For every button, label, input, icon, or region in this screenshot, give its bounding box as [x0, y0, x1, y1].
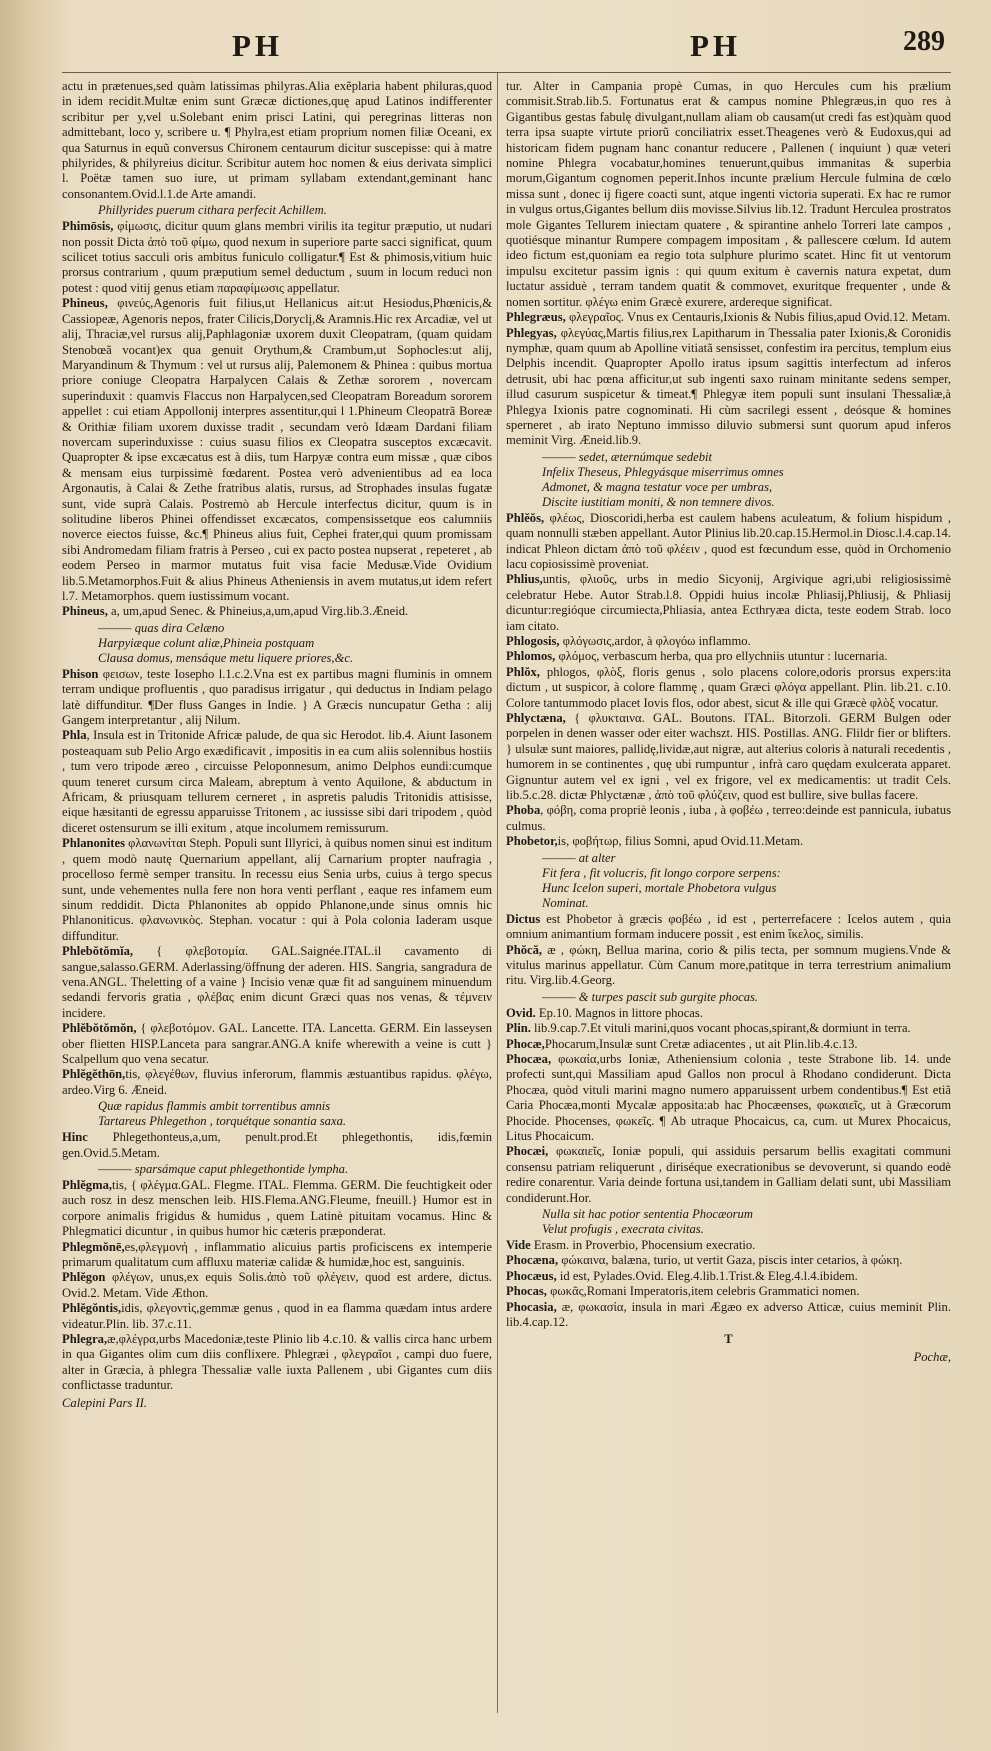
page-number: 289	[903, 26, 945, 57]
dictionary-entry	[62, 667, 492, 729]
verse-line: ——— sedet, æternúmque sedebit	[542, 449, 712, 464]
dictionary-entry	[506, 511, 951, 573]
entry-headword: Phocæa,	[506, 1051, 552, 1066]
entry-headword: Phlegyas,	[506, 325, 557, 340]
entry-text: φλέως, Dioscoridi,herba est caulem habens aculeatum, & folium hispidum , quam nonnulli stæben appellant. Autor Plinius lib.20.cap.15.Hermol.in Diosc.l.4.cap.14. indicat Phleon dictam ἀπὸ τοῦ φλέειν , quod est fœcundum esse, quòd in Orchomenio lacu copiosissimè proveniat.	[506, 510, 951, 571]
verse-quotation	[542, 851, 951, 911]
verse-quotation	[542, 990, 951, 1005]
verse-line: ——— at alter	[542, 850, 616, 865]
entry-text: φώκαινα, balæna, turio, ut vertit Gaza, piscis inter cetarios, à φώκη.	[558, 1253, 903, 1268]
entry-headword: Phobetor,	[506, 834, 558, 849]
entry-headword: Phlegmŏnē,	[62, 1239, 125, 1254]
verse-line: Clausa domus, mensáque metu liquere priores,&c.	[98, 650, 354, 665]
verse-quotation	[542, 1207, 951, 1237]
entry-headword: Phla	[62, 728, 87, 743]
text-columns	[62, 73, 951, 1713]
dictionary-entry	[62, 1021, 492, 1067]
entry-text: phlogos, φλὸξ, floris genus , solo placens colore,odoris prorsus expers:ita dictum , ut suspicor, à colore flammę , quam Græci φλόγα appellant. Plin. lib.21. c.10. Colore tantummodo placet Iovis flos, odor abest, sicut & ille qui Græcè φλὸξ vocatur.	[506, 664, 951, 710]
entry-text: id est, Pylades.Ovid. Eleg.4.lib.1.Trist.& Eleg.4.l.4.ibidem.	[556, 1268, 858, 1283]
entry-headword: Phlĕŏs,	[506, 510, 545, 525]
verse-line: Tartareus Phlegethon , torquétque sonantia saxa.	[98, 1114, 347, 1129]
entry-text: lib.9.cap.7.Et vituli marini,quos vocant phocas,spirant,& dormiunt in terra.	[530, 1021, 911, 1036]
entry-text: φεισων, teste Iosepho l.1.c.2.Vna est ex partibus magni fluminis in omnem terram undique profluentis , quo paradisus irrigatur , qui deductus in Indiam pelago latè diffunditur. ¶Der fluss Ganges in Indie. } A Græcis nuncupatur Getha : alij Gangem interpretantur , alij Nilum.	[62, 666, 492, 728]
entry-text: a, um,apud Senec. & Phineius,a,um,apud Virg.lib.3.Æneid.	[107, 604, 409, 619]
left-column	[62, 79, 492, 1711]
entry-headword: Dictus	[506, 911, 541, 926]
entry-headword: Phocas,	[506, 1284, 547, 1299]
entry-headword: Hinc	[62, 1130, 88, 1145]
dictionary-entry	[62, 1332, 492, 1394]
entry-headword: Vide	[506, 1238, 531, 1252]
verse-quotation	[542, 450, 951, 510]
dictionary-entry	[506, 834, 951, 849]
entry-text: { φλεβοτόμον. GAL. Lancette. ITA. Lancetta. GERM. Ein lasseysen ober flietten HISP.Lanceta para sangrar.ANG.A knife wherewith a veine is cutt } Scalpellum quo vena secatur.	[62, 1021, 492, 1066]
right-column	[506, 79, 951, 1711]
entry-text: , φόβη, coma propriè leonis , iuba , à φοβέω , terreo:deinde est pannicula, iubatus culmus.	[506, 803, 951, 833]
verse-line: Admonet, & magna testatur voce per umbras,	[542, 479, 773, 494]
dictionary-entry	[506, 1269, 951, 1284]
entry-headword: Phlebŏtŏmĭa,	[62, 944, 134, 959]
column-divider	[497, 73, 498, 1713]
running-head-left: PH	[232, 28, 284, 63]
entry-text: is, φοβήτωρ, filius Somni, apud Ovid.11.Metam.	[557, 834, 804, 849]
entry-headword: Phŏcă,	[506, 942, 543, 957]
dictionary-entry	[506, 1006, 951, 1021]
dictionary-entry	[506, 1037, 951, 1052]
dictionary-entry	[506, 1284, 951, 1299]
entry-headword: Phineus,	[62, 296, 108, 311]
entry-headword: Phocasia,	[506, 1299, 557, 1314]
dictionary-entry	[506, 326, 951, 449]
dictionary-entry	[62, 1067, 492, 1098]
entry-headword: Plin.	[506, 1021, 531, 1036]
dictionary-entry	[62, 1178, 492, 1240]
verse-line: Fit fera , fit volucris, fit longo corpore serpens:	[542, 865, 781, 880]
verse-line: Harpyiæque colunt aliæ,Phineia postquam	[98, 635, 315, 650]
entry-headword: Phlĕbŏtŏmŏn,	[62, 1021, 137, 1036]
dictionary-entry	[506, 1300, 951, 1331]
dictionary-entry	[62, 1240, 492, 1271]
dictionary-entry	[506, 649, 951, 664]
entry-headword: Phoba	[506, 803, 541, 818]
entry-text: φίμωσις, dicitur quum glans membri virilis ita tegitur præputio, ut nudari non possit Dicta ἀπὸ τοῦ φίμω, quod nexum in superiore parte sacci significat, quum scilicet totius sacculi oris ambitus funiculo colligatur.¶ Est & phimosis,vitium huic prorsus contrarium , quum præputium semel deductum , suum in locum reduci non potest : quod vitij genus etiam παραφίμωσις appellatur.	[62, 219, 492, 295]
entry-text: tis, φλεγέθων, fluvius inferorum, flammis æstuantibus rapidus. φλέγω, ardeo.Virg 6. Æneid.	[62, 1067, 492, 1097]
dictionary-entry	[62, 219, 492, 296]
entry-text: φλόγωσις,ardor, à φλογόω inflammo.	[559, 634, 751, 648]
running-head-right: PH	[690, 28, 742, 63]
entry-text: æ , φώκη, Bellua marina, corio & pilis tecta, per somnum mugiens.Vnde & vitulus marinus appellatur. Cùm Canum more,patitque in terra terrestrium animalium ritu. Virg.lib.4.Georg.	[506, 942, 951, 988]
dictionary-entry	[62, 728, 492, 836]
verse-line: Nulla sit hac potior sententia Phocæorum	[542, 1207, 753, 1221]
verse-line: Nominat.	[542, 895, 589, 910]
verse-line: ——— quas dira Celæno	[98, 620, 225, 635]
entry-headword: Phlanonites	[62, 836, 125, 851]
entry-text: Phocarum,Insulæ sunt Cretæ adiacentes , ut ait Plin.lib.4.c.13.	[544, 1036, 858, 1051]
catchword: Pochæ,	[913, 1349, 951, 1364]
entry-text: φωκαία,urbs Ioniæ, Atheniensium colonia , teste Strabone lib. 14. unde profecti sunt,qui Massiliam apud Gallos non procul à Rhodano condiderunt. Dicta Phocæa, quòd vituli marini magno numero apparuissent urbem condentibus.¶ Est etiã Caria Phocæa,monti Mycalæ apposita:ab hac Phocæenses, φωκαιεῖς, ut à Græcorum Phocide. Phocenses, φωκεῖς. ¶ Ab utraque Phocaicus, ca, cum. ut Murex Phocaicus, Litus Phocaicum.	[506, 1051, 951, 1143]
entry-headword: Phocæna,	[506, 1253, 559, 1268]
entry-text: φωκαιεῖς, Ioniæ populi, qui assiduis persarum bellis exagitati communi consensu patriam reliquerunt , diriséque execrationibus se devoverunt, si quando eodè redire conarentur. Varia deinde fortuna usi,tandem in Galliam delati sunt, ubi Massiliam condiderunt.Hor.	[506, 1144, 951, 1205]
entry-headword: Phlĕgŏntis,	[62, 1301, 122, 1316]
footer-signature: Calepini Pars II.	[62, 1395, 148, 1410]
verse-quotation	[98, 203, 492, 218]
verse-line: Infelix Theseus, Phlegyásque miserrimus omnes	[542, 464, 784, 479]
verse-line: Hunc Icelon superi, mortale Phobetora vulgus	[542, 880, 777, 895]
entry-headword: Phlius,	[506, 572, 543, 587]
entry-text: { φλεβοτομία. GAL.Saignée.ITAL.il cavamento di sangue,salasso.GERM. Aderlassing/öffnung der aderen. HIS. Sangria, sangradura de vena.ANGL. Theletting of a vaine } Incisio venæ quæ fit ad sanguinem minuendum sedandi fervoris gratia , φλέβας enim dicunt Græci quas nos venas, & τέμνειν incidere.	[62, 944, 492, 1020]
dictionary-entry	[62, 604, 492, 619]
entry-text: tis, { φλέγμα.GAL. Flegme. ITAL. Flemma. GERM. Die feuchtigkeit oder auch rosz in desz menschen leib. HIS.Flema.ANG.Fleume, fneuill.} Humor est in corpore animalis frigidus & humidus , quem Latinè pituitam vocamus. Hinc & Phlegmatici dicuntur , in quibus humor hic cæteris præponderat.	[62, 1178, 492, 1239]
entry-headword: Phineus,	[62, 604, 108, 619]
entry-headword: Ovid.	[506, 1005, 536, 1020]
entry-headword: Phocæus,	[506, 1268, 557, 1283]
entry-text: est Phobetor à græcis φοβέω , id est , perterrefacere : Icelos autem , quia omnium animantium formam inducere possit , est enim ἴκελος, similis.	[506, 911, 951, 942]
entry-headword: Phlĕgma,	[62, 1178, 113, 1192]
entry-text: φωκᾶς,Romani Imperatoris,item celebris Grammatici nomen.	[546, 1284, 860, 1299]
dictionary-entry	[506, 1144, 951, 1206]
verse-quotation	[98, 621, 492, 666]
signature-mark: T	[724, 1332, 733, 1347]
entry-headword: Phlegræus,	[506, 310, 566, 325]
entry-headword: Phimōsis,	[62, 219, 114, 234]
dictionary-entry	[506, 79, 951, 310]
dictionary-entry	[506, 310, 951, 325]
verse-line: Quæ rapidus flammis ambit torrentibus amnis	[98, 1099, 331, 1114]
dictionary-entry	[506, 1021, 951, 1036]
entry-text: φλεγύας,Martis filius,rex Lapitharum in Thessalia pater Ixionis,& Coronidis nymphæ, quam quum ab Apolline vitiatã sensisset, confestim ira percitus, templum eius Delphis incendit. Quapropter Apollo iratus ipsum sagittis interfectum ad inferos detrusit, ubi hac pœna afficitur,ut sub ingenti saxo ruinam minitante sedens semper, illud casurum suspicetur & timeat.¶ Phlegyæ item populi sunt insulani Thessaliæ,à Phlegya Ixionis patre cognominati. Hi cùm sacrilegi essent , deósque & homines sperneret , ab irato Neptuno immisso diluvio submersi sunt quorum apud inferos meminit Virg. Æneid.lib.9.	[506, 325, 951, 448]
dictionary-entry	[506, 711, 951, 803]
dictionary-entry	[62, 1301, 492, 1332]
entry-text: φλόμος, verbascum herba, qua pro ellychniis utuntur : lucernaria.	[555, 649, 888, 664]
entry-text: æ, φωκασία, insula in mari Ægæo ex adverso Atticæ, cuius meminit Plin. lib.4.cap.12.	[506, 1299, 951, 1330]
entry-headword: Phlogosis,	[506, 634, 560, 648]
verse-quotation	[98, 1162, 492, 1177]
verse-line: ——— & turpes pascit sub gurgite phocas.	[542, 989, 759, 1004]
dictionary-entry	[62, 944, 492, 1021]
entry-text: tur. Alter in Campania propè Cumas, in quo Hercules cum his prælium commisit.Strab.lib.5. Fortunatus erat & campus nomine Phlegræus,in quo res à Gigantibus gestas fabulę divulgant,nullam aliam ob causam(ut credi fas est)quàm quod terra ipsa suapte virtute priorũ conciliatrix esset.Theagenes verò & Eudoxus,qui ad historicam fidem pugnam hanc conantur reducere , Pallenen ( inquiunt ) quæ veteri nomine Phlegra vocabatur,homines tenuerunt,quibus immanitas & superbia morum,Gigantum cognomen peperit.Inhos incunte prælium Hercule fulmina de cœlo missa sunt , donec ij figere coacti sunt, atque ingenti victoria superati. Ex hac re rumor in vulgus ortus,Gigantes bellum diis movisse.Silvius lib.12. Tradunt Herculea prostratos mole Gigantes Tellurem iniectam quatere , & spirantine anhelo Torreri late campos , quotiésque minantur Rumpere compagem impositam , & pallescere cœlum. Id autem ideo fictum est,quoniam ea regio tota sulphure plurimo scatet. Hinc fit ut ventorum impulsu excitetur passim ignis : qui quum exitum è cavernis natura expetat, dum luctatur assiduè , terram tandem quatit & commovet, exuritque frequenter , unde & nomen sortitur. φλέγω enim Græcè exurere, ardereque significat.	[506, 79, 951, 309]
entry-text: { φλυκταινα. GAL. Boutons. ITAL. Bitorzoli. GERM Bulgen oder porpelen in denen wasser oder eiter wachszt. HIS. Postillas. ANG. Flildr fier or blifters. } ulsulæ sunt maiores, pallidę,lividæ,aut nigræ, aut alterius coloris à naturali recedentis , humorem in se continentes , quę ubi rumpuntur , infrà caro quędam exulcerata apparet. Gignuntur autem vel ex igni , vel ex frigore, vel ex medicamentis: ut tradit Cels. lib.5.c.28. dictæ Phlyctænæ , ἀπὸ τοῦ φλύζειν, quod est bullire, sive bullas facere.	[506, 711, 951, 803]
dictionary-entry	[62, 1130, 492, 1161]
entry-text: φλανωνίται Steph. Populi sunt Illyrici, à quibus nomen sinui est inditum , quem modò nautę Quernarium appellant, alij Carnarium propter naufragia , procelloso fermè semper transitu. In recessu eius Senia urbs, cuius à tergo specus sunt, unde vehementes nulla fere non hora venti perflant , eaque res infamem eum sinum reddidit. Dicta Phlanonites ab oppido Phlanone,unde sinus omnis hic Phlanoniticus. φλανωνικὸς. Stephan. vocatur : qui à Pola colonia Iaderam usque diffunditur.	[62, 836, 492, 943]
dictionary-entry	[62, 836, 492, 944]
entry-headword: Phlegra,	[62, 1332, 108, 1347]
dictionary-entry	[506, 572, 951, 634]
dictionary-entry	[506, 1253, 951, 1268]
entry-text: φλέγων, unus,ex equis Solis.ἀπὸ τοῦ φλέγειν, quod est ardere, dictus. Ovid.2. Metam. Vide Æthon.	[62, 1270, 492, 1300]
dictionary-entry	[506, 1052, 951, 1144]
entry-text: actu in prætenues,sed quàm latissimas philyras.Alia exẽplaria habent philuras,quod in idem recidit.Multæ enim sunt Græcæ dictiones,quę apud Latinos indifferenter scribitur per y,vel u.Solebant enim prisci Latini, qui peregrinas litteras non admittebant, loco y, scribere u. ¶ Phylra,est etiam proprium nomen filiæ Oceani, ex qua Saturnus in equũ conversus Chironem centaurum dicitur suscepisse: qui à matre philyrides, & philyreius dicitur. Scribitur autem hoc nomen & eius derivata simplici l. Poëtæ tamen suo iure, ut primam syllabam extendant,geminant hanc consonantem.Ovid.l.1.de Arte amandi.	[62, 79, 492, 201]
entry-text: φινεύς,Agenoris fuit filius,ut Hellanicus ait:ut Hesiodus,Phœnicis,& Cassiopeæ, Agenoris nepos, frater Cilicis,Doryclį,& Aramnis.Hic rex Arcadiæ, vel ut alij, Thraciæ,vel rursus alij,Paphlagoniæ uxorem duxit Cleopatram, (quam quidam Stenobœã vocant)ex qua genuit Orythum,& Crambum,ut Sophocles:ut alij, Maryandinum & Thymum : vel ut rursus alij, Palemonem & Phinea : quibus mortua priore coniuge Cleopatra Harpalycen Calais & Zethæ sororem , novercam superinduxit : quamvis Flaccus non Harpalycen,sed Cleopatram Boreadum sororem appellet : cui etiam Appollonij interpres assentitur,qui l 1.Phineum Cleopatrã Boreæ & Orithiæ filiam uxorem duxisse tradit , secundam verò Idæam Dardani filiam novercam superinduxisse : cuius suasu filios ex Cleopatra susceptos excæcavit. Quapropter & ipse excæcatus est à diis, tum Harpyæ contra eum missæ , quæ cibos & mensam eius turpissimè fœdarent. Postea verò advenientibus ad ea loca Argonautis, à Calai & Zethe fratribus alatis, rursus, ad Strophades insulas fugatæ sunt, vide suprà Calais. Postremò ab Hercule interfectus dicitur, quum is in solitudine liberos Phinei offendisset excæcatos, compensissetque eos calumniis noverce eiectos fuisse, &c.¶ Phineus alius fuit, Cephei frater,qui quum promissam sibi Andromedam filiam fratris à Perseo , cui ex pacto postea nupserat , repeteret , ab eodem Perseo in marmor mutatus fuit visa facie Medusæ.Vide Ovidium lib.5.Metamorphos.Fuit & alius Phineus Atheniensis in avem mutatus,ut idem refert l.7. Metamorphos. quem iustissimum vocant.	[62, 296, 492, 603]
entry-headword: Phlomos,	[506, 649, 556, 664]
dictionary-entry	[506, 665, 951, 711]
entry-headword: Phlyctæna,	[506, 711, 566, 726]
entry-text: φλεγραῖος. Vnus ex Centauris,Ixionis & Nubis filius,apud Ovid.12. Metam.	[565, 310, 951, 325]
verse-quotation	[98, 1099, 492, 1129]
entry-text: idis, φλεγοντὶς,gemmæ genus , quod in ea flamma quædam intus ardere videatur.Plin. lib. 37.c.11.	[62, 1301, 492, 1331]
entry-text: untis, φλιοῦς, urbs in medio Sicyonij, Argivique agri,ubi religiosissimè celebratur Hebe. Autor Strab.l.8. Oppidi huius incolæ Phliasij,Phliusij, & Phliasij dicuntur:regióque circumiecta,Phliasia, antea Ecthryæa dicta, teste eodem Strab. loco iam citato.	[506, 572, 951, 633]
entry-text: æ,φλέγρα,urbs Macedoniæ,teste Plinio lib 4.c.10. & vallis circa hanc urbem in qua Gigantes olim cum diis conflixere. Phlegræi , φλεγραῖοι , campi duo fuere, alter in Græcia, à phlegra Thessaliæ valle iuxta Pallenem , ubi Gigantes cum diis conflictasse traduntur.	[62, 1332, 492, 1393]
entry-headword: Phlŏx,	[506, 664, 540, 679]
verse-line: ——— sparsámque caput phlegethontide lympha.	[98, 1162, 349, 1176]
dictionary-entry	[506, 943, 951, 989]
dictionary-entry	[506, 1238, 951, 1253]
entry-text: Ep.10. Magnos in littore phocas.	[535, 1005, 703, 1020]
verse-line: Velut profugis , execrata civitas.	[542, 1222, 704, 1236]
dictionary-entry	[506, 803, 951, 834]
entry-text: Phlegethonteus,a,um, penult.prod.Et phlegethontis, idis,fœmin gen.Ovid.5.Metam.	[62, 1130, 492, 1160]
entry-text: es,φλεγμονή , inflammatio alicuius partis proficiscens ex intemperie primarum qualitatum cum affluxu materiæ calidæ & humidæ,hoc est, sanguinis.	[62, 1239, 492, 1270]
dictionary-entry	[506, 912, 951, 943]
entry-headword: Phlĕgĕthōn,	[62, 1067, 126, 1082]
dictionary-entry	[506, 634, 951, 649]
page-header	[62, 20, 951, 73]
dictionary-entry	[62, 296, 492, 604]
entry-text: , Insula est in Tritonide Africæ palude, de qua sic Herodot. lib.4. Aiunt Iasonem posteaquam sub Pelio Argo exædificavit , impositis in ea cum aliis solennibus hostiis , tum vero tripode æreo , circuisse Peloponnesum, animo Delphos eundi:cumque quum teneret cursum circa Maleam, abreptum à vento Aquilone, & abductum in Africam, & priusquam tellurem cerneret , in aspretis paludis Tritonidis attisisse, eique hæsitanti de egressu apparuisse Tritonem , ac iussisse sibi dari tripodem , quòd diceret ostensurum se illi exitum , atque incolumem remissurum.	[62, 728, 492, 835]
entry-headword: Phison	[62, 666, 99, 681]
verse-line: Phillyrides puerum cithara perfecit Achillem.	[98, 203, 327, 218]
entry-headword: Phlĕgon	[62, 1270, 106, 1285]
dictionary-entry	[62, 79, 492, 202]
entry-text: Erasm. in Proverbio, Phocensium execratio.	[530, 1238, 756, 1252]
verse-line: Discite iustitiam moniti, & non temnere divos.	[542, 494, 775, 509]
entry-headword: Phocæ,	[506, 1036, 545, 1051]
entry-headword: Phocæi,	[506, 1144, 549, 1159]
dictionary-entry	[62, 1270, 492, 1301]
